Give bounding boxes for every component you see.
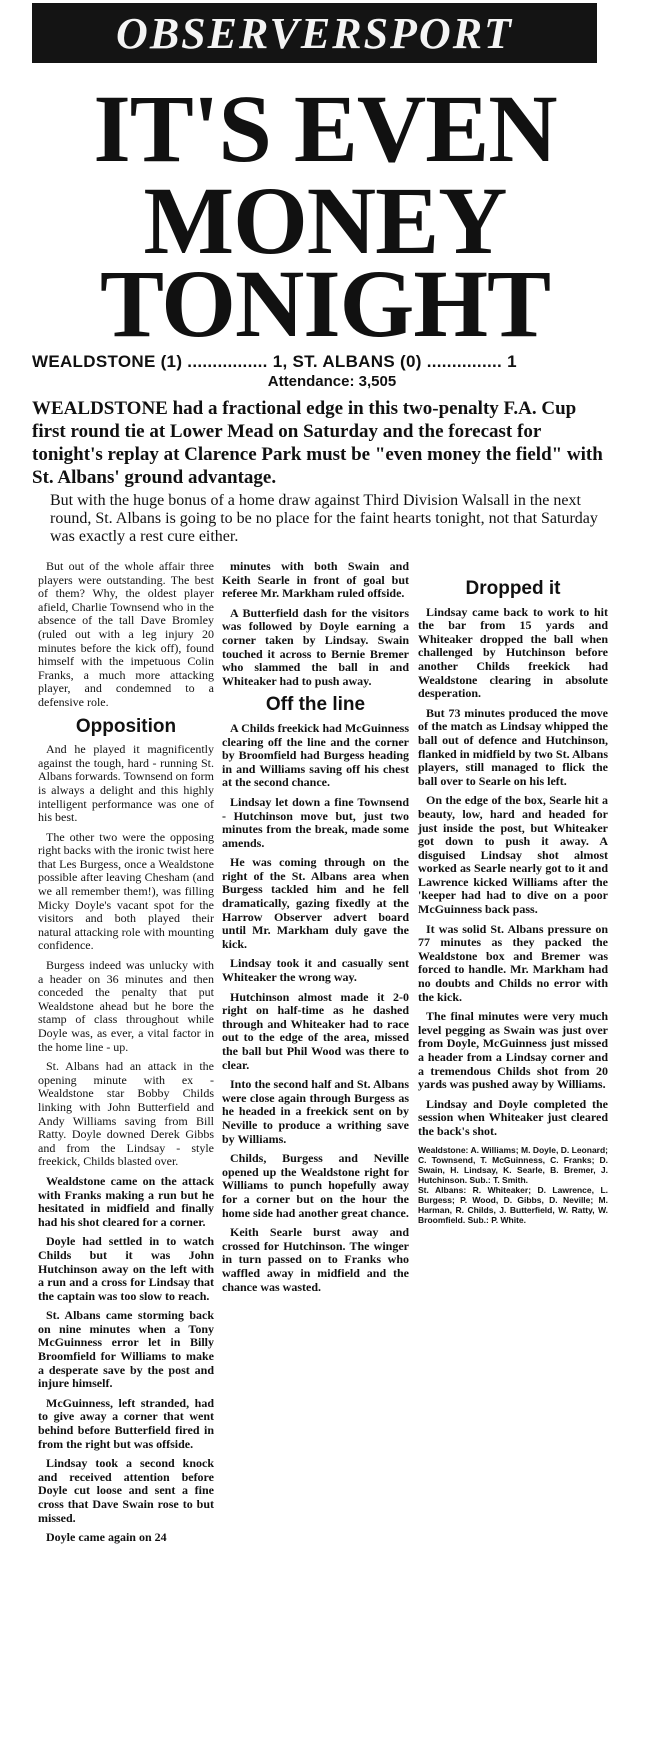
paragraph: McGuinness, left stranded, had to give away a corner that went behind before Butterfield fired in from the right but was offside.: [38, 1395, 214, 1451]
intro-paragraph: WEALDSTONE had a fractional edge in this two-penalty F.A. Cup first round tie at Lower Mead on Saturday and the forecast for tonight's replay at Clarence Park must be "even money the field" with St. Albans' ground advantage.: [32, 398, 603, 488]
column-3: [418, 560, 608, 1225]
team-lineups: [418, 1145, 608, 1225]
paragraph: Wealdstone came on the attack with Franks making a run but he hesitated in midfield and finally had his shot cleared for a corner.: [38, 1173, 214, 1229]
paragraph: Lindsay came back to work to hit the bar from 15 yards and Whiteaker dropped the ball when challenged by Hutchinson before another Childs freekick had Wealdstone clearing in absolute desperation.: [418, 604, 608, 701]
paragraph: Doyle came again on 24: [46, 1530, 167, 1545]
scoreline: WEALDSTONE (1) ................ 1, ST. ALBANS (0) ............... 1: [32, 352, 517, 371]
lead-paragraph: But with the huge bonus of a home draw against Third Division Walsall in the next round, St. Albans is going to be no place for the faint hearts tonight, not that Saturday was exactly a rest cure either.: [50, 492, 598, 545]
attendance: Attendance: 3,505: [267, 373, 397, 390]
paragraph: Doyle had settled in to watch Childs but it was John Hutchinson away on the left with a run and a cross for Lindsay that the captain was too slow to reach.: [38, 1234, 214, 1303]
paragraph: minutes with both Swain and Keith Searle in front of goal but referee Mr. Markham ruled offside.: [222, 559, 409, 601]
paragraph: St. Albans came storming back on nine minutes when a Tony McGuinness error let in Billy Broomfield for Williams to make a desperate save by the post and injure himself.: [38, 1308, 214, 1391]
headline-line-3: TONIGHT: [99, 250, 551, 357]
section-banner: OBSERVERSPORT: [32, 3, 597, 63]
paragraph: St. Albans had an attack in the opening minute with ex - Wealdstone star Bobby Childs linking with John Butterfield and Andy Williams saving from Bill Ratty. Doyle downed Derek Gibbs and from the Lindsay - style freekick, Childs blasted over.: [38, 1059, 214, 1169]
paragraph: A Butterfield dash for the visitors was followed by Doyle earning a corner taken by Lindsay. Swain touched it across to Bernie Bremer who slammed the ball in and Whiteaker had to push away.: [222, 605, 409, 688]
headline-line-1: IT'S EVEN: [93, 75, 557, 182]
paragraph: The final minutes were very much level pegging as Swain was just over from Doyle, McGuinness just missed a header from a Lindsay corner and a tremendous Childs shot from 20 yards was pushed away by Williams.: [418, 1009, 608, 1092]
paragraph: The other two were the opposing right backs with the ironic twist here that Les Burgess, once a Wealdstone possible after leaving Chesham (and we all remember them!), was filling Micky Doyle's vacant spot for the visitors and both played their natural attacking role with mounting confidence.: [38, 829, 214, 953]
paragraph: Burgess indeed was unlucky with a header on 36 minutes and then conceded the penalty that put Wealdstone ahead but he bore the stamp of class throughout while Doyle was, as ever, a vital factor in the home line - up.: [38, 958, 214, 1054]
subheading: Opposition: [75, 715, 177, 737]
paragraph: It was solid St. Albans pressure on 77 minutes as they packed the Wealdstone box and Bremer was forced to handle. Mr. Markham had no doubts and Childs no error with the kick.: [418, 921, 608, 1004]
subheading: Off the line: [265, 694, 366, 716]
paragraph: On the edge of the box, Searle hit a beauty, low, hard and headed for just inside the post, but Whiteaker got down to push it away. A disguised Lindsay shot almost worked as Searle nearly got to it and Lawrence kicked Williams after the 'keeper had had to dive on a poor McGuinness back pass.: [418, 793, 608, 917]
paragraph: Keith Searle burst away and crossed for Hutchinson. The winger in turn passed on to Franks who waffled away in midfield and the chance was wasted.: [222, 1225, 409, 1294]
paragraph: But out of the whole affair three players were outstanding. The best of them? Why, the oldest player afield, Charlie Townsend who in the absence of the tall Dave Bromley (ruled out with a leg injury 20 minutes before the kick off), found himself with the impetuous Colin Franks, a much more attacking player, and condemned to a defensive role.: [38, 559, 214, 709]
column-2: [222, 560, 409, 1300]
paragraph: But 73 minutes produced the move of the match as Lindsay whipped the ball out of defence and Hutchinson, flanked in midfield by two St. Albans players, still managed to flick the ball over to Searle on his left.: [418, 705, 608, 788]
paragraph: A Childs freekick had McGuinness clearing off the line and the corner by Broomfield had Burgess heading in and Williams saving off his chest at the second chance.: [222, 720, 409, 790]
paragraph: Lindsay took a second knock and received attention before Doyle cut loose and sent a fine cross that Dave Swain rose to but missed.: [38, 1456, 214, 1525]
paragraph: Hutchinson almost made it 2-0 right on half-time as he dashed through and Whiteaker had to race out to the edge of the area, missed the ball but Phil Wood was there to clear.: [222, 989, 409, 1072]
paragraph: He was coming through on the right of the St. Albans area when Burgess tackled him and he fell dramatically, gazing fixedly at the Harrow Observer advert board until Mr. Markham duly gave the kick.: [222, 855, 409, 951]
paragraph: Childs, Burgess and Neville opened up the Wealdstone right for Williams to punch hopefully away for a corner but on the hour the home side had another great chance.: [222, 1151, 409, 1220]
paragraph: Lindsay took it and casually sent Whiteaker the wrong way.: [222, 956, 409, 985]
subheading: Dropped it: [465, 578, 561, 599]
st-albans-lineup: St. Albans: R. Whiteaker; D. Lawrence, L. Burgess; P. Wood, D. Gibbs, D. Neville; M. Harman, R. Childs, J. Butterfield, W. Ratty, W. Broomfield. Sub.: P. White.: [418, 1184, 608, 1225]
paragraph: And he played it magnificently against the tough, hard - running St. Albans forwards. Townsend on form is always a delight and this highly intelligent performance was one of his best.: [38, 742, 214, 825]
wealdstone-lineup: Wealdstone: A. Williams; M. Doyle, D. Leonard; C. Townsend, T. McGuinness, C. Franks; D. Swain, H. Lindsay, K. Searle, B. Bremer, J. Hutchinson. Sub.: T. Smith.: [418, 1144, 608, 1185]
headline-line-2: MONEY: [143, 167, 507, 274]
paragraph: Lindsay let down a fine Townsend - Hutchinson move but, just two minutes from the break, made some amends.: [222, 794, 409, 850]
paragraph: Into the second half and St. Albans were close again through Burgess as he headed in a freekick sent on by Neville to produce a writhing save by Williams.: [222, 1077, 409, 1146]
paragraph: Lindsay and Doyle completed the session when Whiteaker just cleared the back's shot.: [418, 1096, 608, 1138]
column-1: [38, 560, 214, 1551]
